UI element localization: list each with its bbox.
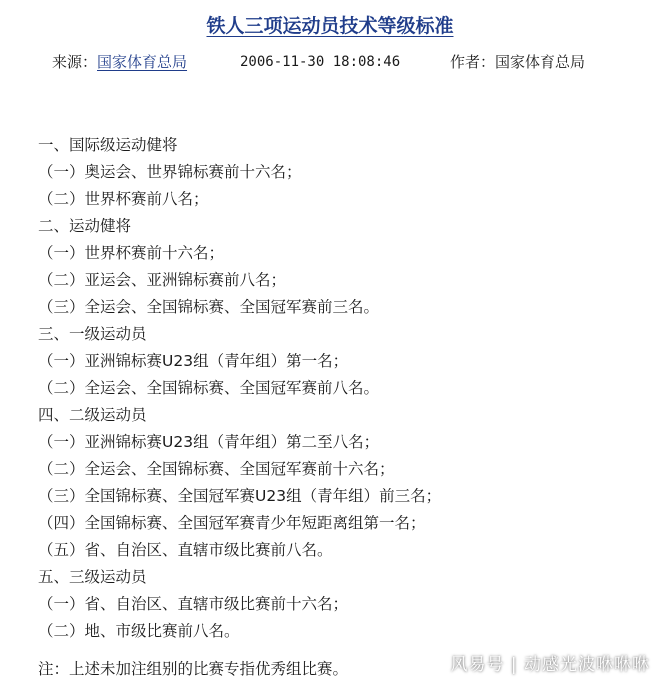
- list-item: （五）省、自治区、直辖市级比赛前八名。: [38, 541, 333, 559]
- author-line: 作者：国家体育总局: [450, 53, 586, 71]
- list-item: （二）全运会、全国锦标赛、全国冠军赛前十六名；: [38, 460, 395, 478]
- publish-datetime: 2006-11-30 18:08:46: [240, 54, 401, 70]
- page-title: 铁人三项运动员技术等级标准: [206, 15, 454, 37]
- level-heading: 一、国际级运动健将: [38, 136, 178, 154]
- footnote: 注：上述未加注组别的比赛专指优秀组比赛。: [38, 660, 349, 678]
- watermark: 风易号 | 动感光波咻咻咻: [450, 655, 650, 675]
- list-item: （一）省、自治区、直辖市级比赛前十六名；: [38, 595, 349, 613]
- level-heading: 五、三级运动员: [38, 568, 147, 586]
- list-item: （一）亚洲锦标赛U23组（青年组）第一名；: [38, 352, 349, 370]
- list-item: （一）亚洲锦标赛U23组（青年组）第二至八名；: [38, 433, 380, 451]
- list-item: （二）地、市级比赛前八名。: [38, 622, 240, 640]
- standard-list: [38, 132, 638, 645]
- level-heading: 三、一级运动员: [38, 325, 147, 343]
- list-item: （三）全运会、全国锦标赛、全国冠军赛前三名。: [38, 298, 380, 316]
- list-item: （二）亚运会、亚洲锦标赛前八名；: [38, 271, 287, 289]
- level-heading: 四、二级运动员: [38, 406, 147, 424]
- list-item: （一）世界杯赛前十六名；: [38, 244, 225, 262]
- list-item: （二）世界杯赛前八名；: [38, 190, 209, 208]
- article-meta: [52, 50, 652, 74]
- source-link[interactable]: 国家体育总局: [97, 53, 188, 71]
- list-item: （一）奥运会、世界锦标赛前十六名；: [38, 163, 302, 181]
- list-item: （二）全运会、全国锦标赛、全国冠军赛前八名。: [38, 379, 380, 397]
- list-item: （三）全国锦标赛、全国冠军赛U23组（青年组）前三名；: [38, 487, 442, 505]
- level-heading: 二、运动健将: [38, 217, 132, 235]
- source-label: 来源：: [52, 53, 98, 71]
- list-item: （四）全国锦标赛、全国冠军赛青少年短距离组第一名；: [38, 514, 426, 532]
